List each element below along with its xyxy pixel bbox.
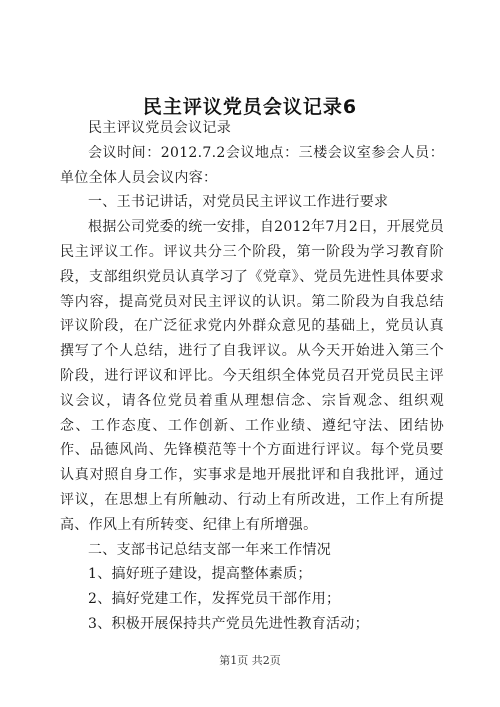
section-heading-2: 二、支部书记总结支部一年来工作情况 xyxy=(88,541,332,558)
list-item: 3、积极开展保持共产党员先进性教育活动； xyxy=(88,615,369,632)
page-number-footer: 第1页 共2页 xyxy=(219,654,281,667)
body-paragraph: 根据公司党委的统一安排，自2012年7月2日，开展党员民主评议工作。评议共分三个阶段，第一阶段为学习教育阶段，支部组织党员认真学习了《党章》、党员先进性具体要求等内容，提高党员对民主评议的认识。第二阶段为自我总结评议阶段，在广泛征求党内外群众意见的基础上，党员认真撰写了个人总结，进行了自我评议。从今天开始进入第三个阶段，进行评议和评比。今天组织全体党员召开党员民主评议会议，请各位党员着重从理想信念、宗旨观念、组织观念、工作态度、工作创新、工作业绩、遵纪守法、团结协作、品德风尚、先锋模范等十个方面进行评议。每个党员要认真对照自身工作，实事求是地开展批评和自我批评，通过评议，在思想上有所触动、行动上有所改进，工作上有所提高、作风上有所转变、纪律上有所增强。 xyxy=(60,219,444,533)
list-item: 1、搞好班子建设，提高整体素质； xyxy=(88,566,312,583)
document-body xyxy=(60,116,444,637)
list-item: 2、搞好党建工作，发挥党员干部作用； xyxy=(88,591,341,608)
section-heading-1: 一、王书记讲话，对党员民主评议工作进行要求 xyxy=(88,194,389,211)
document-title: 民主评议党员会议记录6 xyxy=(142,96,358,118)
meeting-info-paragraph: 会议时间：2012.7.2会议地点：三楼会议室参会人员：单位全体人员会议内容： xyxy=(60,144,444,186)
subtitle-paragraph: 民主评议党员会议记录 xyxy=(88,120,231,136)
